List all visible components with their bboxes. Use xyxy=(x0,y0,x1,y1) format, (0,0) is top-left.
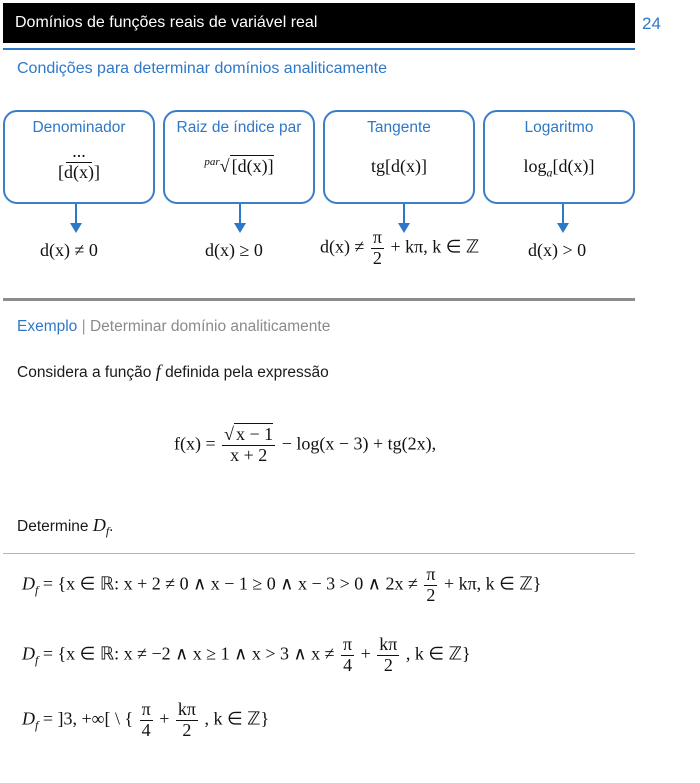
solution-divider xyxy=(3,553,635,554)
denominator-box xyxy=(3,110,155,204)
header-divider xyxy=(3,48,635,50)
arrow-down-icon xyxy=(556,204,570,234)
sqrt-icon: √ xyxy=(224,424,235,444)
logarithm-box xyxy=(483,110,635,204)
denominator-expr xyxy=(5,142,153,183)
section-subtitle: Condições para determinar domínios analiticamente xyxy=(17,60,387,77)
arrow-down-icon xyxy=(69,204,83,234)
function-expression: f(x) = $\frac{√ x - 1}{x + 2}$ − log(x − 3) + tg(2x), xyxy=(174,424,437,465)
logarithm-condition: d(x) > 0 xyxy=(528,240,587,260)
root-index: par xyxy=(204,156,220,168)
example-intro: Considera a função f definida pela expressão xyxy=(17,361,329,381)
denominator-condition: d(x) ≠ 0 xyxy=(40,240,98,260)
logarithm-box-title: Logaritmo xyxy=(524,119,594,136)
even-root-box xyxy=(163,110,315,204)
page-title: Domínios de funções reais de variável real xyxy=(15,14,318,31)
solution-line-3: $D_f = ]3$, +∞[ \ { $\frac{\pi}{4}$ + $\frac{k\pi}{2}$ , k ∈ ℤ} xyxy=(22,699,270,740)
even-root-condition: d(x) ≥ 0 xyxy=(205,240,263,260)
logarithm-expr: $\log_a[d(x)]$ xyxy=(523,156,595,180)
denominator-numerator: ... xyxy=(66,142,92,163)
tangent-expr: tg[d(x)] xyxy=(371,156,427,176)
denominator-box-title: Denominador xyxy=(32,119,126,136)
denominator-denominator: [d(x)] xyxy=(58,161,100,182)
solution-line-1: $D_f = \{x$ ∈ ℝ: x + 2 ≠ 0 ∧ x − 1 ≥ 0 ∧ x − 3 > 0 ∧ 2x ≠ $\frac{\pi}{2}$ + kπ, k ∈ ℤ} xyxy=(22,564,542,605)
tangent-box-title: Tangente xyxy=(367,119,431,136)
tangent-box xyxy=(323,110,475,204)
tangent-condition: d(x) ≠ $\frac{\pi}{2}$ + kπ, k ∈ ℤ xyxy=(320,227,480,268)
sqrt-icon: √ xyxy=(219,156,230,176)
section-divider xyxy=(3,298,635,301)
page-number: 24 xyxy=(642,14,661,33)
even-root-expr xyxy=(165,156,313,177)
even-root-box-title: Raiz de índice par xyxy=(176,119,302,136)
root-radicand: [d(x)] xyxy=(231,156,274,176)
example-question: Determine $D_f$. xyxy=(17,515,114,539)
arrow-down-icon xyxy=(233,204,247,234)
solution-line-2: $D_f = \{x$ ∈ ℝ: x ≠ −2 ∧ x ≥ 1 ∧ x > 3 ∧ x ≠ $\frac{\pi}{4}$ + $\frac{k\pi}{2}$ , k ∈ ℤ} xyxy=(22,634,471,675)
page-header xyxy=(3,3,635,43)
example-heading: Exemplo | Determinar domínio analiticamente xyxy=(17,318,331,335)
